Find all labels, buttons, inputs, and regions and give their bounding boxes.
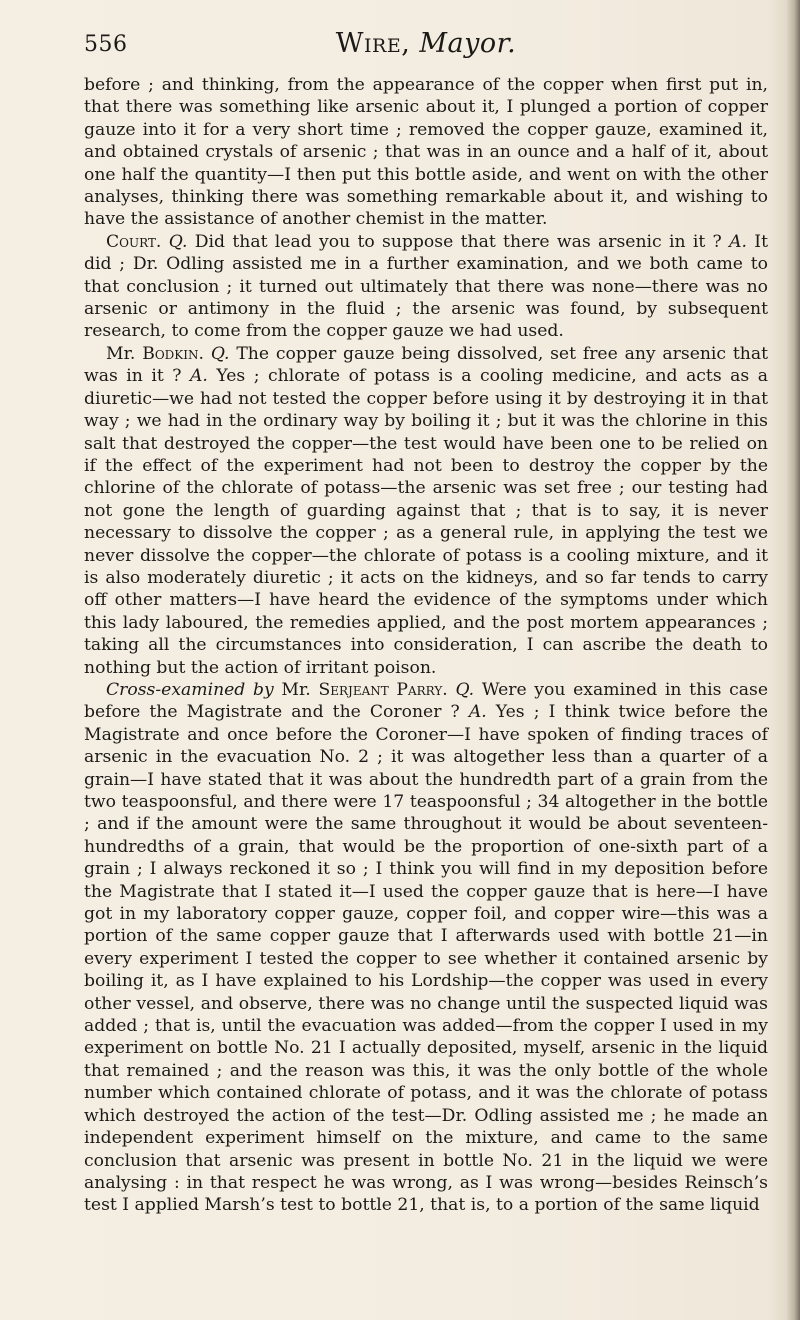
answer-text: Yes ; chlorate of potass is a cooling medicine, and acts as a diuretic—we had not tested the copper before using it by destroying it in that way ; we had in the ordinary way by boiling it ; but it was the chlorine in this salt that destroyed the copper—the test would have been one to be relied on if the effect of the experiment had not been to destroy the copper by the chlorine of the chlorate of potass—the arsenic was set free ; our testing had not gone the length of guarding against that ; that is to say, it is never necessary to dissolve the copper ; as a general rule, in applying the test we never dissolve the copper—the chlorate of potass is a cooling mixture, and it is also moderately diuretic ; it acts on the kidneys, and so far tends to carry off other matters—I have heard the evidence of the symptoms under which this lady laboured, the remedies applied, and the post mortem appearances ; taking all the circumstances into consideration, I can ascribe the death to nothing but the action of irritant poison. [84,366,768,678]
paragraph-1: before ; and thinking, from the appearance of the copper when first put in, that there was something like arsenic about it, I plunged a portion of copper gauze into it for a very short time ; removed the copper gauze, examined it, and obtained crystals of arsenic ; that was in an ounce and a half of it, about one half the quantity—I then put this bottle aside, and went on with the other analyses, thinking there was something remarkable about it, and wishing to have the assistance of another chemist in the matter. [84,75,768,230]
paragraph-2 [84,231,768,343]
question-text: Were you examined in this case before the Magistrate and the Coroner ? [84,679,768,723]
speaker-prefix: Mr. [273,679,319,700]
question-label: Q. [168,231,188,252]
answer-label: A. [468,702,487,723]
running-head [84,28,768,59]
answer-label: A. [729,231,747,252]
paragraph-3 [84,343,768,679]
paragraph-4 [84,679,768,1217]
body-text [84,74,768,1217]
question-label: Q. [455,679,475,700]
running-head-name: Wire, [335,28,411,59]
answer-label: A. [189,366,208,387]
question-text: The copper gauze being dissolved, set free any arsenic that was in it ? [84,343,769,387]
speaker-name: Bodkin. [142,343,204,364]
answer-text: Yes ; I think twice before the Magistrate and once before the Coroner—I have spoken of finding traces of arsenic in the evacuation No. 2 ; it was altogether less than a quarter of a grain—I have stated that it was about the hundredth part of a grain from the two teaspoonsful, and there were 17 teaspoonsful ; 34 altogether in the bottle ; and if the amount were the same throughout it would be about seventeen-hundredths of a grain, that would be the proportion of one-sixth part of a grain ; I always reckoned it so ; I think you will find in my deposition before the Magistrate that I stated it—I used the copper gauze that is here—I have got in my laboratory copper gauze, copper foil, and copper wire—this was a portion of the same copper gauze that I afterwards used with bottle 21—in every experiment I tested the copper to see whether it contained arsenic by boiling it, as I have explained to his Lordship—the copper was used in every other vessel, and observe, there was no change until the suspected liquid was added ; that is, until the evacuation was added—from the copper I used in my experiment on bottle No. 21 I actually deposited, myself, arsenic in the liquid that remained ; and the reason was this, it was the only bottle of the whole number which contained chlorate of potass, and it was the chlorate of potass which destroyed the action of the test—Dr. Odling assisted me ; he made an independent experiment himself on the mixture, and came to the same conclusion that arsenic was present in bottle No. 21 in the liquid we were analysing : in that respect he was wrong, as I was wrong—besides Reinsch’s test I applied Marsh’s test to bottle 21, that is, to a portion of the same liquid [84,702,768,1216]
speaker-name: Court. [106,231,162,252]
cross-examined-intro: Cross-examined by [106,679,274,700]
page-number: 556 [84,32,128,57]
answer-text: It did ; Dr. Odling assisted me in a further examination, and we both came to that conclusion ; it turned out ultimately that there was none—there was no arsenic or antimony in the fluid ; the arsenic was found, by subsequent research, to come from the copper gauze we had used. [84,231,768,342]
running-head-title: Mayor. [419,28,517,59]
page-header [84,28,768,62]
question-label: Q. [210,343,230,364]
question-text: Did that lead you to suppose that there was arsenic in it ? [187,231,730,252]
page-edge-shadow [786,0,800,1320]
speaker-prefix: Mr. [106,343,143,364]
speaker-name: Serjeant Parry. [318,679,448,700]
